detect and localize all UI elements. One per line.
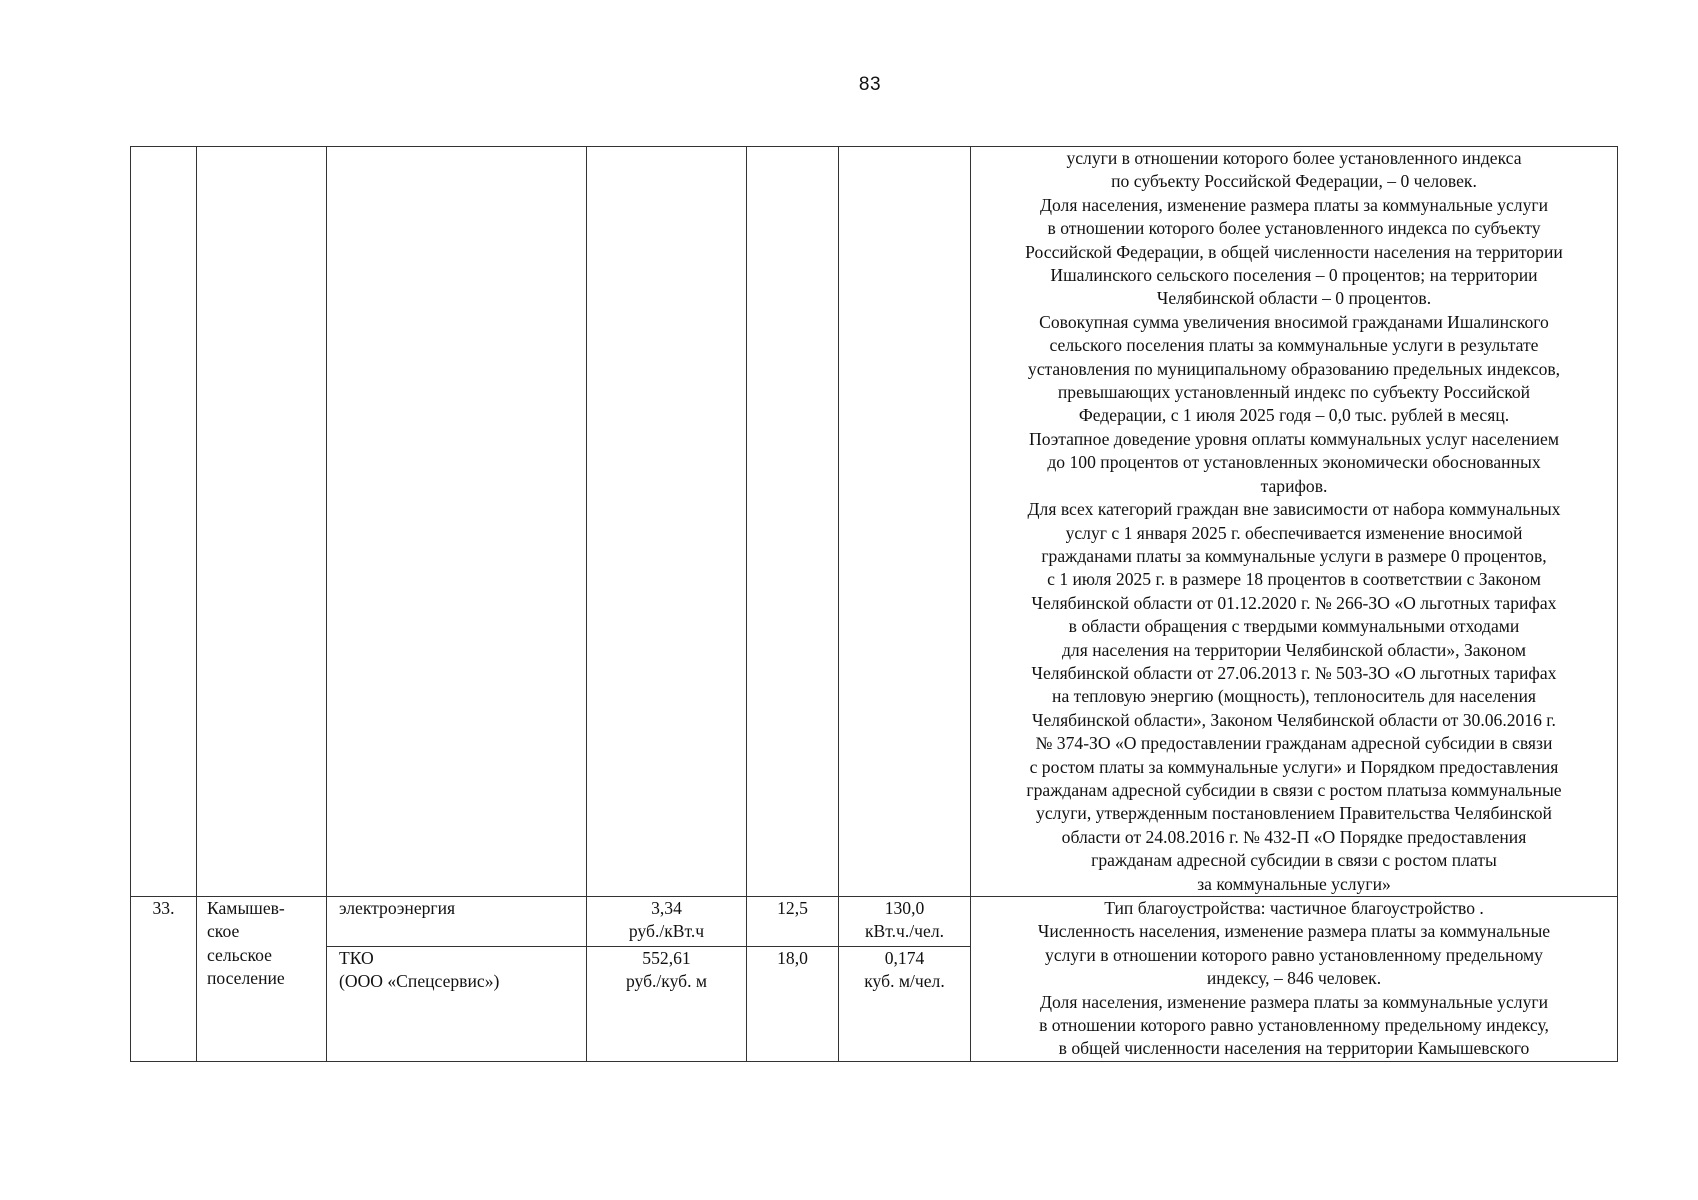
description-line: с 1 июля 2025 г. в размере 18 процентов в соответствии с Законом (1047, 569, 1541, 590)
cell-norm (839, 147, 971, 897)
cell-municipality (197, 897, 327, 1062)
description-line: превышающих установленный индекс по субъекту Российской (1057, 382, 1531, 403)
description-line: до 100 процентов от установленных экономически обоснованных (1047, 452, 1541, 473)
description-line: гражданам адресной субсидии в связи с ростом платыза коммунальные (1026, 779, 1562, 800)
tariff-table (130, 146, 1618, 1062)
municipality-line: поселение (207, 968, 285, 989)
description-paragraph (976, 147, 1612, 194)
description-paragraph (976, 194, 1612, 311)
description-line: индексу, – 846 человек. (1206, 968, 1382, 989)
cell-norm (839, 897, 971, 947)
description-paragraph (976, 991, 1612, 1061)
description-line: в отношении которого более установленного индекса по субъекту (1047, 218, 1541, 239)
description-text (976, 147, 1612, 896)
norm-unit: кВт.ч./чел. (864, 921, 945, 942)
description-line: за коммунальные услуги» (1197, 873, 1391, 894)
cell-description (971, 897, 1618, 1062)
tariff-value: 552,61 (642, 947, 691, 968)
cell-municipality (197, 147, 327, 897)
page-number: 83 (858, 74, 882, 95)
description-line: Российской Федерации, в общей численности населения на территории (1025, 241, 1563, 262)
cell-tariff (587, 946, 747, 1061)
description-paragraph (976, 920, 1612, 990)
cell-tariff (587, 147, 747, 897)
cell-number (131, 147, 197, 897)
description-line: с ростом платы за коммунальные услуги» и Порядком предоставления (1029, 756, 1559, 777)
cell-service (327, 946, 587, 1061)
description-line: в отношении которого равно установленному предельному индексу, (1039, 1015, 1549, 1036)
description-line: услуги в отношении которого более установленного индекса (1066, 148, 1522, 168)
cell-tariff (587, 897, 747, 947)
service-name: электроэнергия (339, 898, 456, 918)
description-line: сельского поселения платы за коммунальные услуги в результате (1049, 335, 1539, 356)
municipality-line: сельское (207, 944, 272, 965)
service-provider: (ООО «Спецсервис») (339, 971, 500, 992)
municipality-line: ское (207, 921, 240, 942)
description-line: Ишалинского сельского поселения – 0 процентов; на территории (1050, 265, 1538, 286)
description-line: Доля населения, изменение размера платы за коммунальные услуги (1039, 991, 1548, 1012)
cell-index (747, 147, 839, 897)
table-row-continued (131, 147, 1618, 897)
description-line: Челябинской области», Законом Челябинской области от 30.06.2016 г. (1032, 709, 1556, 730)
description-line: услуги, утвержденным постановлением Правительства Челябинской (1036, 803, 1552, 824)
description-line: услуг с 1 января 2025 г. обеспечивается изменение вносимой (1065, 522, 1523, 543)
cell-service (327, 897, 587, 947)
description-line: Поэтапное доведение уровня оплаты коммунальных услуг населением (1029, 428, 1559, 449)
table-row-33 (131, 897, 1618, 947)
municipality-line: Камышев- (207, 898, 285, 918)
description-line: услуги в отношении которого равно установленному предельному (1045, 944, 1543, 965)
description-line: в общей численности населения на территории Камышевского (1058, 1038, 1530, 1059)
cell-index: 12,5 (747, 897, 839, 947)
tariff-value: 3,34 (651, 898, 682, 918)
cell-index: 18,0 (747, 946, 839, 1061)
description-line: для населения на территории Челябинской области», Законом (1061, 639, 1527, 660)
description-paragraph (976, 897, 1612, 920)
description-line: гражданами платы за коммунальные услуги в размере 0 процентов, (1041, 545, 1547, 566)
cell-number: 33. (131, 897, 197, 1062)
description-line: Челябинской области от 01.12.2020 г. № 266-ЗО «О льготных тарифах (1031, 592, 1557, 613)
description-line: Совокупная сумма увеличения вносимой гражданами Ишалинского (1039, 311, 1549, 332)
tariff-unit: руб./куб. м (625, 971, 708, 992)
description-line: Доля населения, изменение размера платы за коммунальные услуги (1039, 194, 1548, 215)
description-line: Челябинской области – 0 процентов. (1156, 288, 1432, 309)
description-line: Челябинской области от 27.06.2013 г. № 503-ЗО «О льготных тарифах (1031, 662, 1557, 683)
description-line: Тип благоустройства: частичное благоустройство . (1104, 898, 1484, 918)
description-line: области от 24.08.2016 г. № 432-П «О Порядке предоставления (1061, 826, 1527, 847)
description-text (976, 897, 1612, 1061)
description-line: на тепловую энергию (мощность), теплоноситель для населения (1052, 686, 1536, 707)
description-line: гражданам адресной субсидии в связи с ростом платы (1091, 850, 1497, 871)
tariff-unit: руб./кВт.ч (628, 921, 705, 942)
description-line: № 374-ЗО «О предоставлении гражданам адресной субсидии в связи (1035, 733, 1553, 754)
norm-value: 130,0 (884, 898, 925, 918)
description-paragraph (976, 498, 1612, 896)
cell-service (327, 147, 587, 897)
description-line: Численность населения, изменение размера платы за коммунальные (1037, 921, 1551, 942)
description-line: установления по муниципальному образованию предельных индексов, (1027, 358, 1561, 379)
description-paragraph (976, 428, 1612, 498)
description-line: Для всех категорий граждан вне зависимости от набора коммунальных (1027, 499, 1561, 520)
description-line: тарифов. (1260, 475, 1328, 496)
cell-description (971, 147, 1618, 897)
norm-value: 0,174 (884, 947, 925, 968)
cell-norm (839, 946, 971, 1061)
description-line: в области обращения с твердыми коммунальными отходами (1068, 616, 1520, 637)
description-line: по субъекту Российской Федерации, – 0 человек. (1111, 171, 1477, 192)
norm-unit: куб. м/чел. (864, 971, 945, 992)
description-paragraph (976, 311, 1612, 428)
description-line: Федерации, с 1 июля 2025 годя – 0,0 тыс. рублей в месяц. (1078, 405, 1510, 426)
service-name: ТКО (339, 947, 374, 968)
